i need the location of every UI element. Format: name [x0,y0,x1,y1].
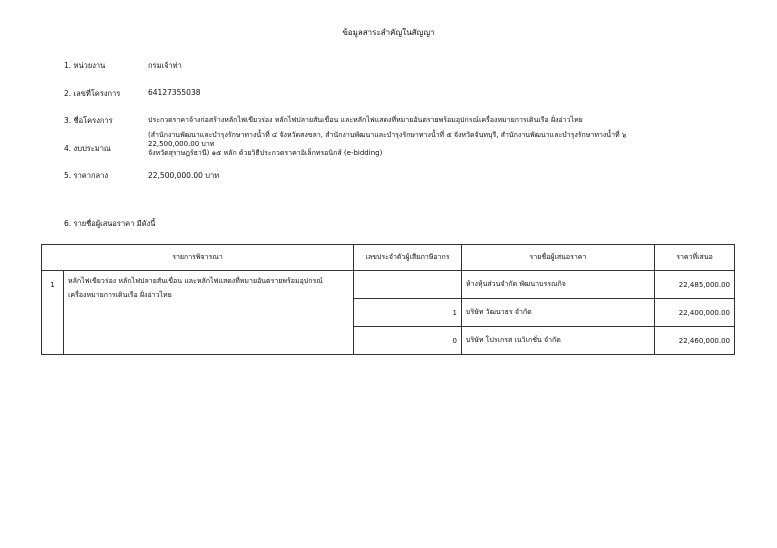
bidders-table [41,244,735,355]
budget-amount: 22,500,000.00 บาท [148,140,215,148]
bid-amount-cell: 22,400,000.00 [655,299,735,327]
budget-label: 4. งบประมาณ [64,144,111,153]
header-amount: ราคาที่เสนอ [655,245,735,271]
agency-value: กรมเจ้าท่า [148,61,182,70]
header-item: รายการพิจารณา [42,245,354,271]
project-name-value: ประกวดราคาจ้างก่อสร้างหลักไฟเขียวร่อง หลักไฟปลายสันเขื่อน และหลักไฟแสดงที่หมายอันตรายพร้อมอุปกรณ์เครื่องหมายการเดินเรือ ฝั่งอ่าวไทย [148,116,583,124]
budget-line-3: จังหวัดสุราษฎร์ธานี) ๑๕ หลัก ด้วยวิธีประกวดราคาอิเล็กทรอนิกส์ (e-bidding) [148,149,383,157]
tax-id-cell [354,271,462,299]
project-no-value: 64127355038 [148,88,201,97]
tax-id-cell: 0 [354,327,462,355]
median-price-label: 5. ราคากลาง [64,171,109,180]
agency-label: 1. หน่วยงาน [64,61,106,70]
bid-amount-cell: 22,460,000.00 [655,327,735,355]
median-price-value: 22,500,000.00 บาท [148,171,220,180]
header-tax-id: เลขประจำตัวผู้เสียภาษีอากร [354,245,462,271]
page-title: ข้อมูลสาระสำคัญในสัญญา [342,28,435,37]
bid-amount-cell: 22,485,000.00 [655,271,735,299]
project-no-label: 2. เลขที่โครงการ [64,89,121,98]
bidders-heading: 6. รายชื่อผู้เสนอราคา มีดังนี้ [64,219,156,228]
item-description: หลักไฟเขียวร่อง หลักไฟปลายสันเขื่อน และหลักไฟแสดงที่หมายอันตรายพร้อมอุปกรณ์เครื่องหมายการเดินเรือ ฝั่งอ่าวไทย [64,271,354,355]
tax-id-cell: 1 [354,299,462,327]
bidder-name-cell: บริษัท วัฒนาธร จำกัด [462,299,655,327]
bidder-name-cell: บริษัท โปรเกรส เนวิเกชั่น จำกัด [462,327,655,355]
project-name-label: 3. ชื่อโครงการ [64,116,113,125]
bidder-name-cell: ห้างหุ้นส่วนจำกัด พัฒนาบรรณกิจ [462,271,655,299]
table-row [42,271,735,299]
header-bidder: รายชื่อผู้เสนอราคา [462,245,655,271]
table-header-row [42,245,735,271]
item-number: 1 [42,271,64,355]
budget-line-1: (สำนักงานพัฒนาและบำรุงรักษาทางน้ำที่ ๔ จังหวัดสงขลา, สำนักงานพัฒนาและบำรุงรักษาทางน้ำที่ ๕ จังหวัดจันทบุรี, สำนักงานพัฒนาและบำรุงรักษาทางน้ำที่ ๖ [148,131,627,139]
